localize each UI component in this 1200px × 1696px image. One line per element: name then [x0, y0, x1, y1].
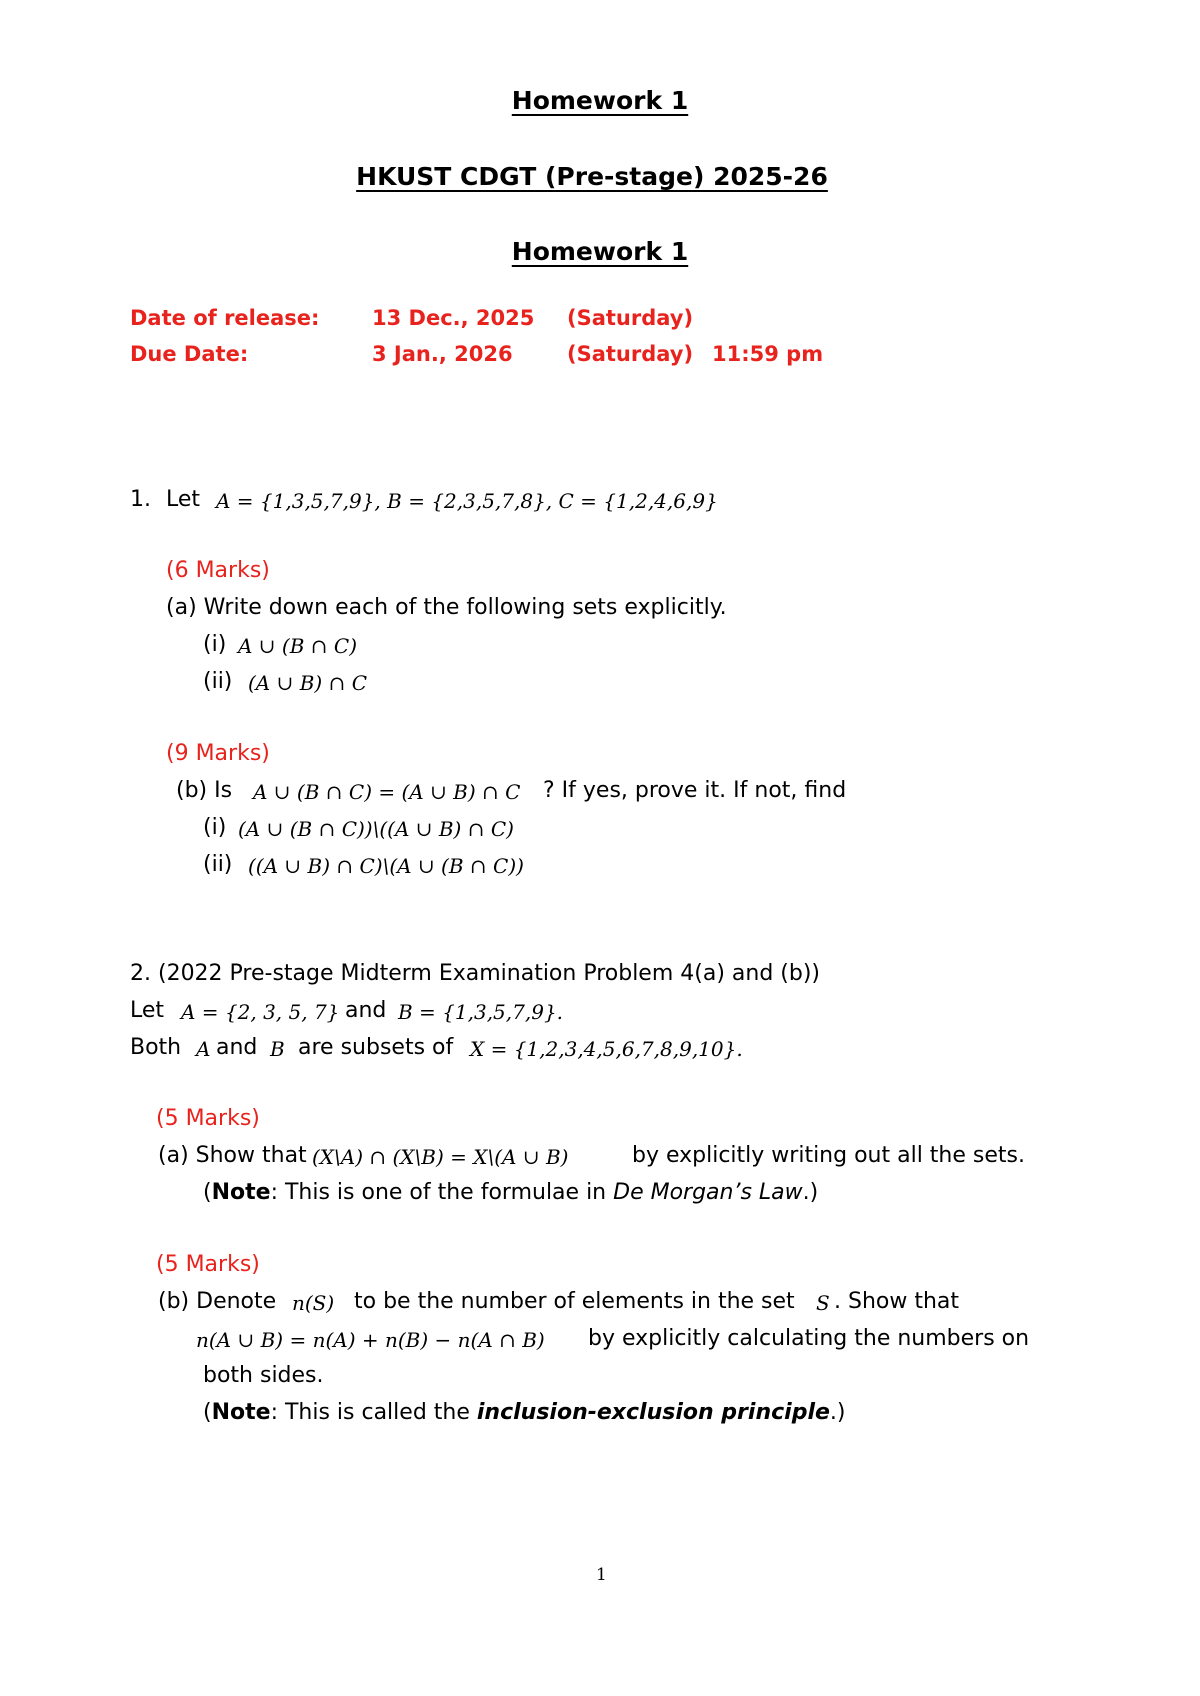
q1-part-a: (a) Write down each of the following sets explicitly. — [166, 595, 727, 620]
q1-part-b-suffix: ? If yes, prove it. If not, find — [543, 778, 847, 803]
q2-note-b-close: .) — [829, 1400, 846, 1425]
q2-var-a: A — [196, 1037, 211, 1061]
q2-set-b: B = {1,3,5,7,9}. — [398, 1000, 564, 1024]
due-label: Due Date: — [130, 342, 249, 366]
q2-marks-a: (5 Marks) — [156, 1106, 260, 1131]
q1-part-b-prefix: (b) Is — [176, 778, 233, 803]
release-label: Date of release: — [130, 306, 320, 330]
q2-note-a-italic: De Morgan’s Law — [613, 1180, 803, 1205]
q2-note-b-text: : This is called the — [270, 1400, 477, 1425]
q2-note-a — [203, 1180, 818, 1205]
q2-part-b-formula: n(A ∪ B) = n(A) + n(B) − n(A ∩ B) — [196, 1328, 545, 1352]
doc-title: Homework 1 — [511, 86, 689, 115]
q2-let: Let — [130, 998, 165, 1023]
doc-subtitle: Homework 1 — [511, 237, 689, 266]
q2-note-b-italic: inclusion-exclusion principle — [476, 1400, 830, 1425]
q2-note-a-close: .) — [802, 1180, 819, 1205]
q2-var-b: B — [270, 1037, 285, 1061]
q2-part-b-suffix: by explicitly calculating the numbers on — [588, 1326, 1030, 1351]
q1-b-ii-label: (ii) — [203, 852, 233, 877]
q2-part-a-prefix: (a) Show that — [158, 1143, 307, 1168]
q2-note-b-bold: Note — [211, 1400, 271, 1425]
q2-set-a: A = {2, 3, 5, 7} — [181, 1000, 340, 1024]
release-date: 13 Dec., 2025 — [372, 306, 535, 330]
q2-part-b-s: S — [816, 1291, 830, 1315]
q1-marks-b: (9 Marks) — [166, 741, 270, 766]
q2-part-b-mid: to be the number of elements in the set — [354, 1289, 795, 1314]
q2-set-x: X = {1,2,3,4,5,6,7,8,9,10}. — [470, 1037, 743, 1061]
q2-part-b-end: . Show that — [834, 1289, 960, 1314]
q1-b-ii-expr: ((A ∪ B) ∩ C)\(A ∪ (B ∩ C)) — [248, 854, 524, 878]
q1-b-i-label: (i) — [203, 815, 227, 840]
q1-marks-a: (6 Marks) — [166, 558, 270, 583]
q1-a-ii-label: (ii) — [203, 669, 233, 694]
q2-subsets-of: are subsets of — [298, 1035, 454, 1060]
course-title: HKUST CDGT (Pre-stage) 2025-26 — [356, 162, 828, 191]
q2-part-b-line3: both sides. — [203, 1363, 324, 1388]
release-day: (Saturday) — [567, 306, 694, 330]
q1-a-i-expr: A ∪ (B ∩ C) — [238, 634, 357, 658]
due-time: 11:59 pm — [712, 342, 824, 366]
due-date: 3 Jan., 2026 — [372, 342, 513, 366]
page-number: 1 — [596, 1565, 607, 1585]
q2-both: Both — [130, 1035, 182, 1060]
q1-let: Let — [166, 487, 201, 512]
q2-note-a-open: ( — [203, 1180, 212, 1205]
q2-part-b-ns: n(S) — [292, 1291, 335, 1315]
q2-note-b — [203, 1400, 845, 1425]
q2-part-a-expr: (X\A) ∩ (X\B) = X\(A ∪ B) — [312, 1145, 569, 1169]
q2-note-a-text: : This is one of the formulae in — [270, 1180, 614, 1205]
q2-marks-b: (5 Marks) — [156, 1252, 260, 1277]
q1-number: 1. — [130, 487, 151, 512]
q1-part-b-expr: A ∪ (B ∩ C) = (A ∪ B) ∩ C — [253, 780, 521, 804]
q2-note-a-bold: Note — [211, 1180, 271, 1205]
q1-a-i-label: (i) — [203, 632, 227, 657]
q2-and2: and — [216, 1035, 258, 1060]
q1-sets: A = {1,3,5,7,9}, B = {2,3,5,7,8}, C = {1,2,4,6,9} — [216, 489, 718, 513]
q2-heading: 2. (2022 Pre-stage Midterm Examination Problem 4(a) and (b)) — [130, 961, 821, 986]
q2-and: and — [345, 998, 387, 1023]
due-day: (Saturday) — [567, 342, 694, 366]
q2-part-a-suffix: by explicitly writing out all the sets. — [632, 1143, 1025, 1168]
q2-note-b-open: ( — [203, 1400, 212, 1425]
q1-a-ii-expr: (A ∪ B) ∩ C — [248, 671, 367, 695]
q1-b-i-expr: (A ∪ (B ∩ C))\((A ∪ B) ∩ C) — [238, 817, 514, 841]
q2-part-b-prefix: (b) Denote — [158, 1289, 277, 1314]
